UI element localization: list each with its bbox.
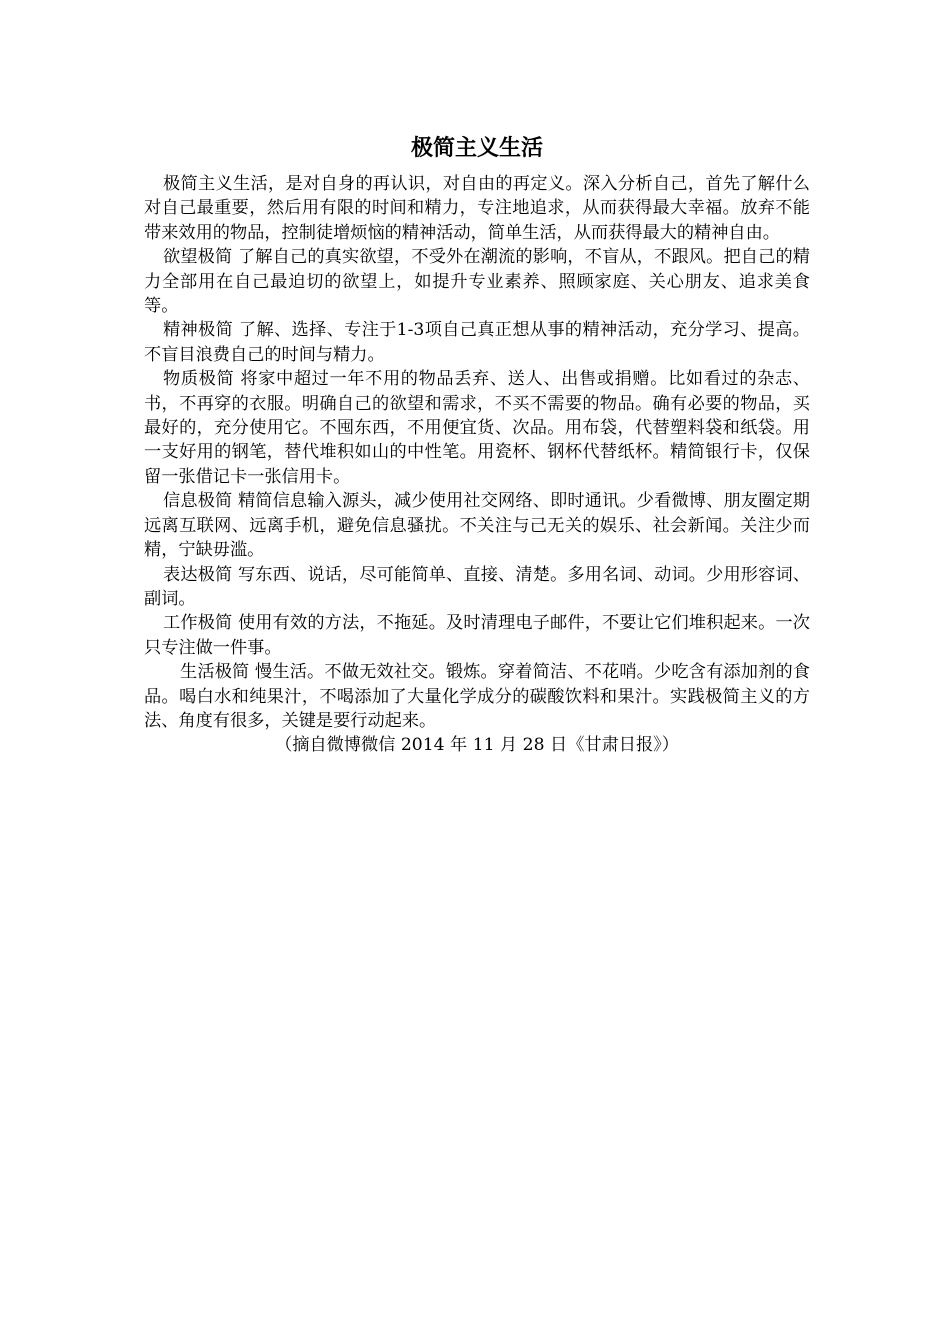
- paragraph-desire: 欲望极简 了解自己的真实欲望，不受外在潮流的影响，不盲从，不跟风。把自己的精力全部用在自己最迫切的欲望上，如提升专业素养、照顾家庭、关心朋友、追求美食等。: [144, 247, 810, 317]
- document-body: [144, 128, 810, 758]
- paragraph-material: 物质极简 将家中超过一年不用的物品丢弃、送人、出售或捐赠。比如看过的杂志、书，不再穿的衣服。明确自己的欲望和需求，不买不需要的物品。确有必要的物品，买最好的，充分使用它。不囤东西，不用便宜货、次品。用布袋，代替塑料袋和纸袋。用一支好用的钢笔，替代堆积如山的中性笔。用瓷杯、钢杯代替纸杯。精简银行卡，仅保留一张借记卡一张信用卡。: [144, 369, 810, 487]
- source-citation: （摘自微博微信 2014 年 11 月 28 日《甘肃日报》）: [275, 735, 679, 756]
- paragraph-information: 信息极简 精简信息输入源头，减少使用社交网络、即时通讯。少看微博、朋友圈定期远离互联网、远离手机，避免信息骚扰。不关注与己无关的娱乐、社会新闻。关注少而精，宁缺毋滥。: [144, 491, 810, 561]
- paragraph-life: 生活极简 慢生活。不做无效社交。锻炼。穿着简洁、不花哨。少吃含有添加剂的食品。喝白水和纯果汁，不喝添加了大量化学成分的碳酸饮料和果汁。实践极简主义的方法、角度有很多，关键是要行动起来。: [144, 662, 810, 731]
- paragraph-intro: 极简主义生活，是对自身的再认识，对自由的再定义。深入分析自己，首先了解什么对自己最重要，然后用有限的时间和精力，专注地追求，从而获得最大幸福。放弃不能带来效用的物品，控制徒增烦恼的精神活动，简单生活，从而获得最大的精神自由。: [144, 174, 810, 243]
- paragraph-spirit: 精神极简 了解、选择、专注于1-3项自己真正想从事的精神活动，充分学习、提高。不盲目浪费自己的时间与精力。: [144, 320, 810, 365]
- paragraph-expression: 表达极简 写东西、说话，尽可能简单、直接、清楚。多用名词、动词。少用形容词、副词。: [144, 564, 810, 609]
- document-title: 极简主义生活: [410, 135, 543, 161]
- paragraph-work: 工作极简 使用有效的方法，不拖延。及时清理电子邮件，不要让它们堆积起来。一次只专注做一件事。: [144, 613, 810, 658]
